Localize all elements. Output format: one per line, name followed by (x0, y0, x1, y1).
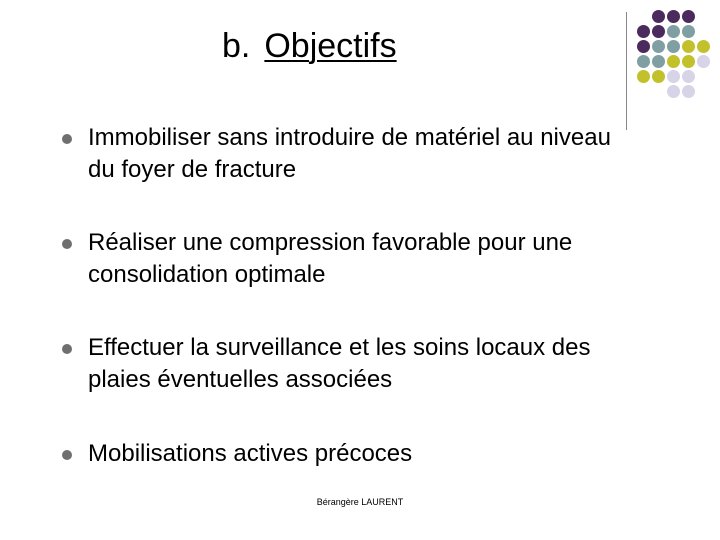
title-number: b. (222, 27, 251, 65)
purple-dot (652, 25, 665, 38)
olive-dot (667, 55, 680, 68)
lilac-dot (667, 85, 680, 98)
bullet-dot-icon (62, 134, 72, 144)
teal-dot (652, 40, 665, 53)
bullet-text: Réaliser une compression favorable pour une consolidation optimale (88, 229, 573, 288)
teal-dot (652, 55, 665, 68)
purple-dot (637, 25, 650, 38)
bullet-text: Mobilisations actives précoces (88, 440, 413, 467)
decorative-vertical-rule (626, 12, 627, 130)
olive-dot (697, 40, 710, 53)
decorative-dot-grid (637, 10, 717, 106)
purple-dot (652, 10, 665, 23)
bullet-dot-icon (62, 344, 72, 354)
footer-author: Bérangère LAURENT (316, 497, 404, 507)
bullet-text: Effectuer la surveillance et les soins locaux des plaies éventuelles associées (88, 334, 591, 393)
olive-dot (652, 70, 665, 83)
bullet-text: Immobiliser sans introduire de matériel au niveau du foyer de fracture (88, 124, 611, 183)
teal-dot (667, 25, 680, 38)
teal-dot (667, 40, 680, 53)
bullet-dot-icon (62, 239, 72, 249)
teal-dot (682, 25, 695, 38)
bullet-dot-icon (62, 450, 72, 460)
lilac-dot (667, 70, 680, 83)
lilac-dot (682, 70, 695, 83)
title-text: Objectifs (264, 27, 397, 65)
purple-dot (682, 10, 695, 23)
lilac-dot (682, 85, 695, 98)
olive-dot (682, 40, 695, 53)
teal-dot (637, 55, 650, 68)
olive-dot (637, 70, 650, 83)
purple-dot (637, 40, 650, 53)
purple-dot (667, 10, 680, 23)
lilac-dot (697, 55, 710, 68)
slide-title (222, 24, 397, 68)
olive-dot (682, 55, 695, 68)
